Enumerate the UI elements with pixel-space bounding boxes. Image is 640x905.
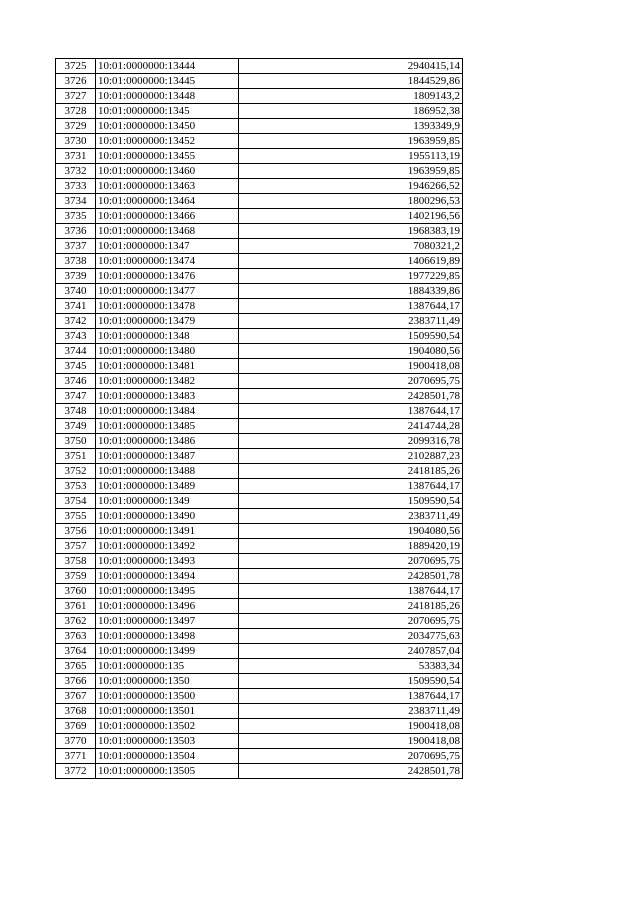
- cadastral-number-cell: 10:01:0000000:13490: [96, 509, 239, 524]
- table-row: [56, 539, 463, 554]
- row-number-cell: 3743: [56, 329, 96, 344]
- cadastral-number-cell: 10:01:0000000:13464: [96, 194, 239, 209]
- cadastral-value-cell: 1387644,17: [239, 404, 463, 419]
- row-number-cell: 3740: [56, 284, 96, 299]
- table-row: [56, 224, 463, 239]
- table-row: [56, 269, 463, 284]
- row-number-cell: 3732: [56, 164, 96, 179]
- table-row: [56, 284, 463, 299]
- row-number-cell: 3741: [56, 299, 96, 314]
- row-number-cell: 3737: [56, 239, 96, 254]
- table-row: [56, 359, 463, 374]
- row-number-cell: 3771: [56, 749, 96, 764]
- table-row: [56, 524, 463, 539]
- cadastral-value-cell: 1900418,08: [239, 359, 463, 374]
- table-row: [56, 89, 463, 104]
- row-number-cell: 3749: [56, 419, 96, 434]
- row-number-cell: 3752: [56, 464, 96, 479]
- row-number-cell: 3726: [56, 74, 96, 89]
- table-row: [56, 554, 463, 569]
- table-row: [56, 164, 463, 179]
- cadastral-number-cell: 10:01:0000000:1349: [96, 494, 239, 509]
- table-row: [56, 404, 463, 419]
- table-row: [56, 209, 463, 224]
- row-number-cell: 3739: [56, 269, 96, 284]
- cadastral-value-cell: 1402196,56: [239, 209, 463, 224]
- cadastral-number-cell: 10:01:0000000:13450: [96, 119, 239, 134]
- cadastral-value-cell: 1963959,85: [239, 164, 463, 179]
- row-number-cell: 3746: [56, 374, 96, 389]
- cadastral-value-cell: 2383711,49: [239, 704, 463, 719]
- cadastral-number-cell: 10:01:0000000:13489: [96, 479, 239, 494]
- table-row: [56, 419, 463, 434]
- cadastral-value-cell: 1884339,86: [239, 284, 463, 299]
- row-number-cell: 3764: [56, 644, 96, 659]
- table-row: [56, 614, 463, 629]
- table-row: [56, 344, 463, 359]
- row-number-cell: 3765: [56, 659, 96, 674]
- table-row: [56, 254, 463, 269]
- table-row: [56, 449, 463, 464]
- cadastral-number-cell: 10:01:0000000:13497: [96, 614, 239, 629]
- cadastral-number-cell: 10:01:0000000:13480: [96, 344, 239, 359]
- cadastral-number-cell: 10:01:0000000:13455: [96, 149, 239, 164]
- table-body: [56, 59, 463, 779]
- cadastral-value-cell: 2428501,78: [239, 764, 463, 779]
- cadastral-number-cell: 10:01:0000000:1347: [96, 239, 239, 254]
- cadastral-value-cell: 2940415,14: [239, 59, 463, 74]
- cadastral-value-cell: 2099316,78: [239, 434, 463, 449]
- cadastral-value-cell: 1889420,19: [239, 539, 463, 554]
- table-row: [56, 149, 463, 164]
- row-number-cell: 3768: [56, 704, 96, 719]
- cadastral-number-cell: 10:01:0000000:13476: [96, 269, 239, 284]
- cadastral-value-cell: 1800296,53: [239, 194, 463, 209]
- cadastral-number-cell: 10:01:0000000:13452: [96, 134, 239, 149]
- table-row: [56, 764, 463, 779]
- table-row: [56, 479, 463, 494]
- cadastral-value-cell: 1977229,85: [239, 269, 463, 284]
- cadastral-value-cell: 1900418,08: [239, 719, 463, 734]
- cadastral-number-cell: 10:01:0000000:13501: [96, 704, 239, 719]
- cadastral-value-cell: 1387644,17: [239, 584, 463, 599]
- cadastral-value-cell: 1509590,54: [239, 674, 463, 689]
- table-row: [56, 374, 463, 389]
- row-number-cell: 3734: [56, 194, 96, 209]
- table-row: [56, 389, 463, 404]
- cadastral-number-cell: 10:01:0000000:13448: [96, 89, 239, 104]
- cadastral-value-cell: 1509590,54: [239, 329, 463, 344]
- table-row: [56, 704, 463, 719]
- table-row: [56, 314, 463, 329]
- cadastral-number-cell: 10:01:0000000:13483: [96, 389, 239, 404]
- table-row: [56, 569, 463, 584]
- row-number-cell: 3769: [56, 719, 96, 734]
- row-number-cell: 3760: [56, 584, 96, 599]
- cadastral-value-cell: 1509590,54: [239, 494, 463, 509]
- row-number-cell: 3730: [56, 134, 96, 149]
- cadastral-value-cell: 1393349,9: [239, 119, 463, 134]
- cadastral-value-cell: 1844529,86: [239, 74, 463, 89]
- row-number-cell: 3731: [56, 149, 96, 164]
- cadastral-value-cell: 1904080,56: [239, 344, 463, 359]
- cadastral-number-cell: 10:01:0000000:13496: [96, 599, 239, 614]
- row-number-cell: 3767: [56, 689, 96, 704]
- row-number-cell: 3751: [56, 449, 96, 464]
- cadastral-value-table: [55, 58, 463, 779]
- cadastral-value-cell: 2070695,75: [239, 554, 463, 569]
- table-row: [56, 719, 463, 734]
- cadastral-value-cell: 1900418,08: [239, 734, 463, 749]
- row-number-cell: 3747: [56, 389, 96, 404]
- row-number-cell: 3728: [56, 104, 96, 119]
- cadastral-number-cell: 10:01:0000000:13484: [96, 404, 239, 419]
- table-row: [56, 644, 463, 659]
- cadastral-number-cell: 10:01:0000000:13468: [96, 224, 239, 239]
- cadastral-number-cell: 10:01:0000000:13485: [96, 419, 239, 434]
- table-row: [56, 494, 463, 509]
- table-row: [56, 134, 463, 149]
- row-number-cell: 3756: [56, 524, 96, 539]
- cadastral-value-cell: 2070695,75: [239, 374, 463, 389]
- row-number-cell: 3761: [56, 599, 96, 614]
- cadastral-number-cell: 10:01:0000000:13491: [96, 524, 239, 539]
- cadastral-value-cell: 2383711,49: [239, 314, 463, 329]
- cadastral-number-cell: 10:01:0000000:1348: [96, 329, 239, 344]
- row-number-cell: 3758: [56, 554, 96, 569]
- cadastral-number-cell: 10:01:0000000:1345: [96, 104, 239, 119]
- row-number-cell: 3766: [56, 674, 96, 689]
- cadastral-value-cell: 1968383,19: [239, 224, 463, 239]
- cadastral-value-cell: 1904080,56: [239, 524, 463, 539]
- row-number-cell: 3755: [56, 509, 96, 524]
- row-number-cell: 3772: [56, 764, 96, 779]
- row-number-cell: 3742: [56, 314, 96, 329]
- row-number-cell: 3750: [56, 434, 96, 449]
- table-row: [56, 119, 463, 134]
- cadastral-value-cell: 2034775,63: [239, 629, 463, 644]
- cadastral-value-cell: 186952,38: [239, 104, 463, 119]
- cadastral-number-cell: 10:01:0000000:13466: [96, 209, 239, 224]
- row-number-cell: 3727: [56, 89, 96, 104]
- row-number-cell: 3759: [56, 569, 96, 584]
- cadastral-number-cell: 10:01:0000000:13479: [96, 314, 239, 329]
- table-row: [56, 584, 463, 599]
- cadastral-number-cell: 10:01:0000000:13488: [96, 464, 239, 479]
- cadastral-number-cell: 10:01:0000000:13477: [96, 284, 239, 299]
- cadastral-value-cell: 1955113,19: [239, 149, 463, 164]
- cadastral-number-cell: 10:01:0000000:13505: [96, 764, 239, 779]
- cadastral-value-cell: 2418185,26: [239, 599, 463, 614]
- cadastral-number-cell: 10:01:0000000:13493: [96, 554, 239, 569]
- cadastral-number-cell: 10:01:0000000:13498: [96, 629, 239, 644]
- cadastral-number-cell: 10:01:0000000:13503: [96, 734, 239, 749]
- table-row: [56, 464, 463, 479]
- table-row: [56, 434, 463, 449]
- cadastral-value-cell: 2428501,78: [239, 389, 463, 404]
- cadastral-number-cell: 10:01:0000000:13487: [96, 449, 239, 464]
- cadastral-value-cell: 1946266,52: [239, 179, 463, 194]
- cadastral-number-cell: 10:01:0000000:13463: [96, 179, 239, 194]
- cadastral-value-cell: 2070695,75: [239, 749, 463, 764]
- row-number-cell: 3754: [56, 494, 96, 509]
- row-number-cell: 3725: [56, 59, 96, 74]
- row-number-cell: 3748: [56, 404, 96, 419]
- cadastral-number-cell: 10:01:0000000:13478: [96, 299, 239, 314]
- cadastral-value-cell: 1406619,89: [239, 254, 463, 269]
- table-row: [56, 749, 463, 764]
- cadastral-number-cell: 10:01:0000000:1350: [96, 674, 239, 689]
- table-row: [56, 599, 463, 614]
- cadastral-number-cell: 10:01:0000000:13495: [96, 584, 239, 599]
- row-number-cell: 3736: [56, 224, 96, 239]
- table-row: [56, 59, 463, 74]
- cadastral-number-cell: 10:01:0000000:13499: [96, 644, 239, 659]
- cadastral-value-cell: 7080321,2: [239, 239, 463, 254]
- table-row: [56, 689, 463, 704]
- cadastral-value-cell: 2070695,75: [239, 614, 463, 629]
- table-row: [56, 194, 463, 209]
- cadastral-value-cell: 2383711,49: [239, 509, 463, 524]
- table-row: [56, 674, 463, 689]
- cadastral-value-cell: 2414744,28: [239, 419, 463, 434]
- table-row: [56, 239, 463, 254]
- cadastral-value-cell: 2102887,23: [239, 449, 463, 464]
- cadastral-value-cell: 1387644,17: [239, 479, 463, 494]
- row-number-cell: 3757: [56, 539, 96, 554]
- cadastral-number-cell: 10:01:0000000:13500: [96, 689, 239, 704]
- cadastral-value-cell: 1387644,17: [239, 689, 463, 704]
- row-number-cell: 3744: [56, 344, 96, 359]
- row-number-cell: 3735: [56, 209, 96, 224]
- cadastral-number-cell: 10:01:0000000:13474: [96, 254, 239, 269]
- table-row: [56, 104, 463, 119]
- cadastral-number-cell: 10:01:0000000:13494: [96, 569, 239, 584]
- table-row: [56, 734, 463, 749]
- cadastral-number-cell: 10:01:0000000:13460: [96, 164, 239, 179]
- cadastral-number-cell: 10:01:0000000:13481: [96, 359, 239, 374]
- table-row: [56, 659, 463, 674]
- table-row: [56, 179, 463, 194]
- table-row: [56, 299, 463, 314]
- cadastral-number-cell: 10:01:0000000:13444: [96, 59, 239, 74]
- row-number-cell: 3733: [56, 179, 96, 194]
- cadastral-number-cell: 10:01:0000000:13482: [96, 374, 239, 389]
- cadastral-value-cell: 2428501,78: [239, 569, 463, 584]
- table-row: [56, 74, 463, 89]
- cadastral-value-cell: 53383,34: [239, 659, 463, 674]
- cadastral-number-cell: 10:01:0000000:13486: [96, 434, 239, 449]
- row-number-cell: 3763: [56, 629, 96, 644]
- cadastral-value-cell: 1387644,17: [239, 299, 463, 314]
- cadastral-number-cell: 10:01:0000000:135: [96, 659, 239, 674]
- table-row: [56, 509, 463, 524]
- cadastral-value-cell: 1809143,2: [239, 89, 463, 104]
- row-number-cell: 3745: [56, 359, 96, 374]
- cadastral-value-cell: 2418185,26: [239, 464, 463, 479]
- cadastral-value-cell: 1963959,85: [239, 134, 463, 149]
- cadastral-number-cell: 10:01:0000000:13504: [96, 749, 239, 764]
- table-row: [56, 629, 463, 644]
- cadastral-number-cell: 10:01:0000000:13502: [96, 719, 239, 734]
- row-number-cell: 3753: [56, 479, 96, 494]
- cadastral-value-cell: 2407857,04: [239, 644, 463, 659]
- cadastral-number-cell: 10:01:0000000:13492: [96, 539, 239, 554]
- row-number-cell: 3738: [56, 254, 96, 269]
- row-number-cell: 3729: [56, 119, 96, 134]
- row-number-cell: 3762: [56, 614, 96, 629]
- row-number-cell: 3770: [56, 734, 96, 749]
- table-row: [56, 329, 463, 344]
- cadastral-number-cell: 10:01:0000000:13445: [96, 74, 239, 89]
